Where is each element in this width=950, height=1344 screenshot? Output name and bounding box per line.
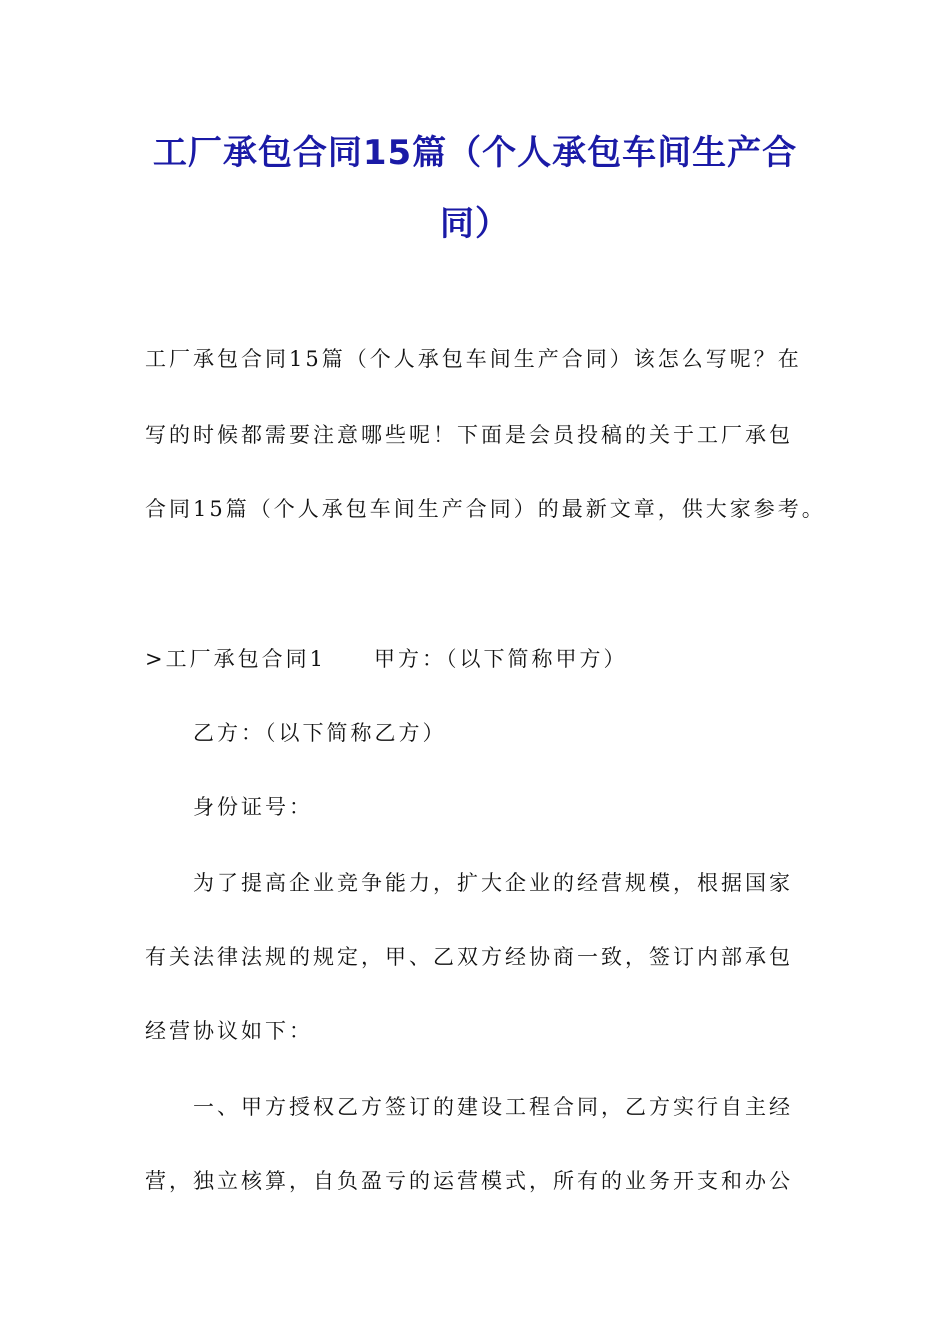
contract-heading-row <box>145 644 815 674</box>
party-b-label: 乙方：（以下简称乙方） <box>193 721 447 745</box>
party-a-label: 甲方：（以下简称甲方） <box>373 647 628 671</box>
id-number-label: 身份证号： <box>193 795 313 819</box>
para2-line-1: 一、甲方授权乙方签订的建设工程合同，乙方实行自主经 <box>193 1095 793 1119</box>
document-title-line-2: 同） <box>440 204 510 244</box>
intro-line-2: 写的时候都需要注意哪些呢！下面是会员投稿的关于工厂承包 <box>145 423 793 447</box>
para1-line-2: 有关法律法规的规定，甲、乙双方经协商一致，签订内部承包 <box>145 945 793 969</box>
intro-line-3: 合同15篇（个人承包车间生产合同）的最新文章，供大家参考。 <box>145 497 826 521</box>
document-title-line-1: 工厂承包合同15篇（个人承包车间生产合 <box>152 133 798 173</box>
intro-line-1: 工厂承包合同15篇（个人承包车间生产合同）该怎么写呢？在 <box>145 347 802 371</box>
contract-heading: >工厂承包合同1 <box>145 647 326 671</box>
para1-line-3: 经营协议如下： <box>145 1019 313 1043</box>
para2-line-2: 营，独立核算，自负盈亏的运营模式，所有的业务开支和办公 <box>145 1169 793 1193</box>
para1-line-1: 为了提高企业竞争能力，扩大企业的经营规模，根据国家 <box>193 871 793 895</box>
